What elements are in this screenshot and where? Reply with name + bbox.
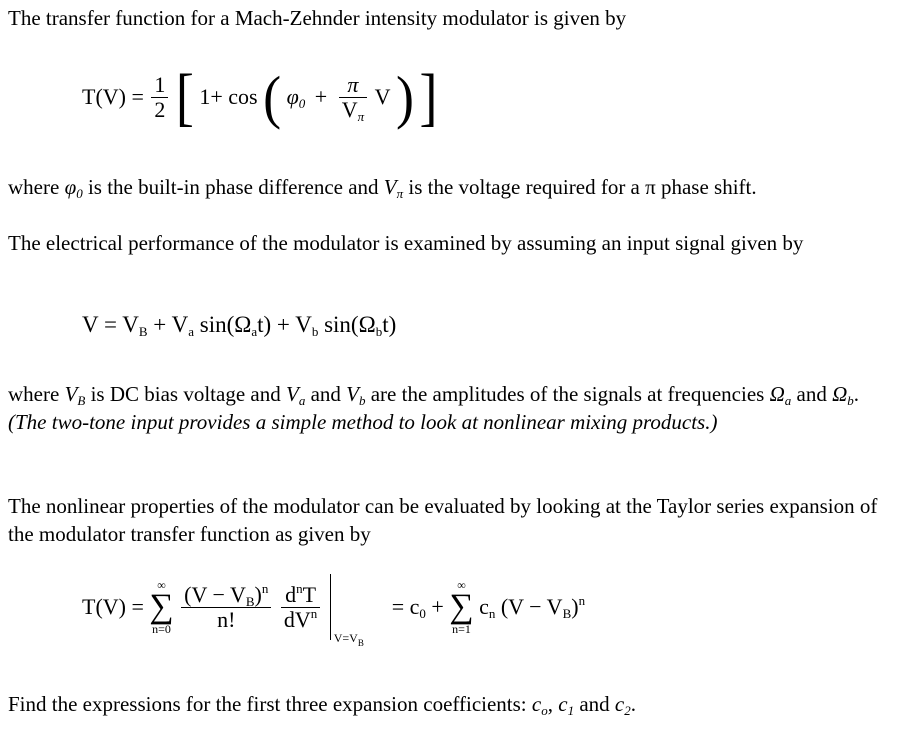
evaluation-bar: $V=V_B$ [330, 574, 335, 640]
input-signal-equation: $V = V_B + V_a$ $\sin(\Omega_at) + V_b$ $\sin(\Omega_bt)$ [82, 312, 397, 339]
two-tone-note: (The two-tone input provides a simple method to look at nonlinear mixing products.) [8, 410, 718, 434]
left-bracket: [ [175, 61, 194, 133]
intro-text: The transfer function for a Mach-Zehnder intensity modulator is given by [8, 6, 627, 30]
where-phi-text: where $\varphi_0$ is the built-in phase difference and $V_\pi$ is the voltage required for a π phase shift. [8, 175, 757, 201]
question-text: Find the expressions for the first three expansion coefficients: $c_o$, $c_1$ and $c_2$. [8, 692, 636, 718]
eq1-phi: $\varphi_0$ [286, 84, 306, 111]
sum-n0: ∞ ∑ n=0 [149, 578, 174, 636]
eq1-half: $\frac{1}{2}$ [151, 73, 168, 122]
right-bracket: ] [419, 61, 438, 133]
derivative-fraction: $\frac{d^nT}{dV^n}$ [281, 583, 320, 632]
taylor-series-text: The nonlinear properties of the modulator can be evaluated by looking at the Taylor series expansion of the modulator transfer function as given by [8, 494, 878, 546]
where-vb-text: where $V_B$ is DC bias voltage and $V_a$ and $V_b$ are the amplitudes of the signals at frequencies $\Omega_a$ and $\Omega_b$. (The two-tone input provides a simple method to look at nonlinear mixing products.) [8, 382, 860, 434]
eq1-cos: 1+ cos [199, 84, 258, 109]
left-paren: ( [263, 63, 282, 130]
input-signal-text: The electrical performance of the modulator is examined by assuming an input signal given by [8, 231, 804, 255]
transfer-function-equation: T(V) = $\frac{1}{2}$ [ 1+ cos ( $\varphi_0$ + $\frac{\pi}{V_\pi}$ V ) ] [82, 61, 438, 133]
eq1-lhs: T(V) = [82, 84, 144, 109]
taylor-term-fraction: $\frac{(V - V_B)^n}{n!}$ [181, 583, 271, 632]
taylor-expansion-equation: T(V) = ∞ ∑ n=0 $\frac{(V - V_B)^n}{n!}$ $\frac{d^nT}{dV^n}$ $V=V_B$ = $c_0$ + ∞ ∑ n=1 $c_n$ $(V - V_B)^n$ [82, 574, 585, 640]
eq1-pi-over-vpi: $\frac{\pi}{V_\pi}$ [339, 73, 367, 122]
right-paren: ) [395, 63, 414, 130]
sum-n1: ∞ ∑ n=1 [449, 578, 474, 636]
